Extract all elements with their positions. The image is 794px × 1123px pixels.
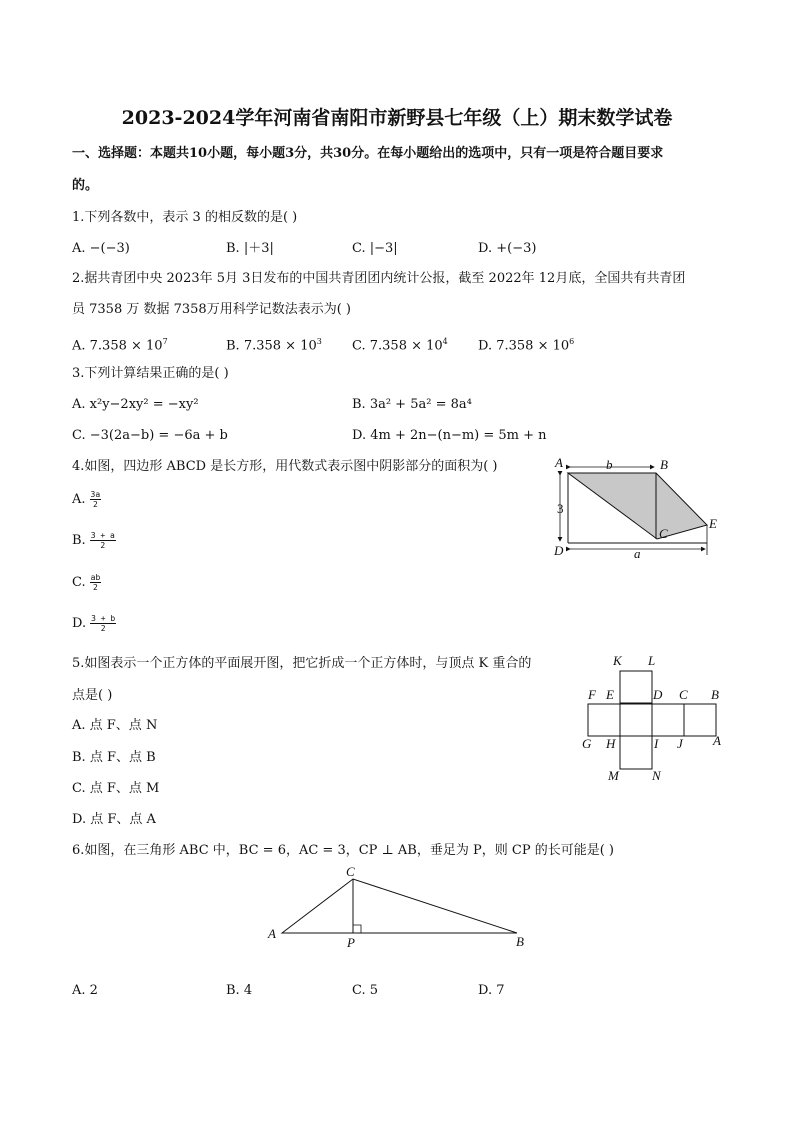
- q5-label-G: G: [582, 736, 592, 751]
- q5-label-F: F: [588, 687, 596, 702]
- q4-label-A: A: [555, 455, 563, 470]
- q4-label-D: D: [554, 543, 564, 558]
- q3-option-c: C. −3(2a−b) = −6a + b: [72, 428, 228, 443]
- q5-label-C: C: [679, 687, 688, 702]
- q1-option-d: D. +(−3): [478, 241, 537, 256]
- q2-option-b: B. $7.358 \times 10^3$: [226, 337, 322, 354]
- q4-stem: 4.如图，四边形 ABCD 是长方形，用代数式表示图中阴影部分的面积为( ): [72, 459, 498, 474]
- q1-stem: 1.下列各数中，表示 3 的相反数的是( ): [72, 210, 298, 225]
- q5-option-c: C. 点 F、点 M: [72, 781, 160, 796]
- q4-shaded-region: [568, 473, 707, 539]
- q3-stem: 3.下列计算结果正确的是( ): [72, 366, 229, 381]
- q4-rectangle-figure: [545, 455, 725, 565]
- q6-label-A: A: [268, 926, 276, 941]
- q2-stem-line1: 2.据共青团中央 2023年 5月 3日发布的中国共青团团内统计公报，截至 2022年 12月底，全国共有共青团: [72, 271, 686, 286]
- q5-label-H: H: [606, 736, 616, 751]
- q5-label-B: B: [711, 687, 719, 702]
- page-title: 2023-2024学年河南省南阳市新野县七年级（上）期末数学试卷: [121, 107, 673, 129]
- q4-label-B: B: [660, 457, 668, 472]
- q4-option-b: B. $\frac{3 + a}{2}$: [72, 531, 115, 550]
- q2-option-c: C. $7.358 \times 10^4$: [352, 337, 448, 354]
- q5-label-D: D: [653, 687, 663, 702]
- q5-stem-line2: 点是( ): [72, 688, 113, 703]
- q6-label-B: B: [516, 934, 524, 949]
- q5-option-d: D. 点 F、点 A: [72, 812, 156, 827]
- q1-option-c: C. |−3|: [352, 241, 398, 256]
- q6-option-b: B. 4: [226, 983, 253, 998]
- q6-option-a: A. 2: [72, 983, 98, 998]
- q6-option-c: C. 5: [352, 983, 379, 998]
- q6-label-P: P: [347, 935, 355, 950]
- q2-option-a: A. $7.358 \times 10^7$: [72, 337, 168, 354]
- q5-label-M: M: [608, 768, 619, 783]
- q3-option-d: D. 4m + 2n−(n−m) = 5m + n: [352, 428, 547, 443]
- q4-option-d: D. $\frac{3 + b}{2}$: [72, 614, 116, 633]
- q5-label-K: K: [613, 653, 622, 668]
- q4-option-c: C. $\frac{ab}{2}$: [72, 573, 101, 592]
- q6-option-d: D. 7: [478, 983, 505, 998]
- q4-option-a: A. $\frac{3a}{2}$: [72, 490, 101, 509]
- q5-cube-net-figure: [580, 650, 730, 785]
- q5-label-E: E: [606, 687, 614, 702]
- q1-option-a: A. −(−3): [72, 241, 130, 256]
- q4-label-b: b: [606, 457, 613, 472]
- q6-stem: 6.如图，在三角形 ABC 中，BC = 6，AC = 3，CP ⊥ AB，垂足为 P，则 CP 的长可能是( ): [72, 843, 614, 858]
- q5-option-a: A. 点 F、点 N: [72, 718, 158, 733]
- q3-option-b: B. 3a² + 5a² = 8a⁴: [352, 397, 472, 412]
- q2-stem-line2: 员 7358 万 数据 7358万用科学记数法表示为( ): [72, 302, 351, 317]
- q4-label-C: C: [659, 526, 668, 541]
- q5-label-A: A: [713, 733, 721, 748]
- section-heading-line1: 一、选择题：本题共10小题，每小题3分，共30分。在每小题给出的选项中，只有一项是符合题目要求: [72, 146, 664, 161]
- q3-option-a: A. x²y−2xy² = −xy²: [72, 397, 199, 412]
- q5-label-L: L: [648, 653, 656, 668]
- q4-label-3: 3: [557, 501, 564, 516]
- q5-option-b: B. 点 F、点 B: [72, 750, 156, 765]
- q4-label-E: E: [709, 516, 717, 531]
- q6-triangle-figure: [260, 862, 540, 954]
- section-heading-line2: 的。: [72, 178, 99, 193]
- q4-label-a: a: [634, 546, 641, 561]
- q1-option-b: B. |＋3|: [226, 241, 274, 256]
- q2-option-d: D. $7.358 \times 10^6$: [478, 337, 575, 354]
- q5-stem-line1: 5.如图表示一个正方体的平面展开图，把它折成一个正方体时，与顶点 K 重合的: [72, 656, 532, 671]
- q5-label-I: I: [654, 736, 659, 751]
- q6-label-C: C: [346, 864, 355, 879]
- q5-label-J: J: [677, 736, 683, 751]
- q5-label-N: N: [652, 768, 661, 783]
